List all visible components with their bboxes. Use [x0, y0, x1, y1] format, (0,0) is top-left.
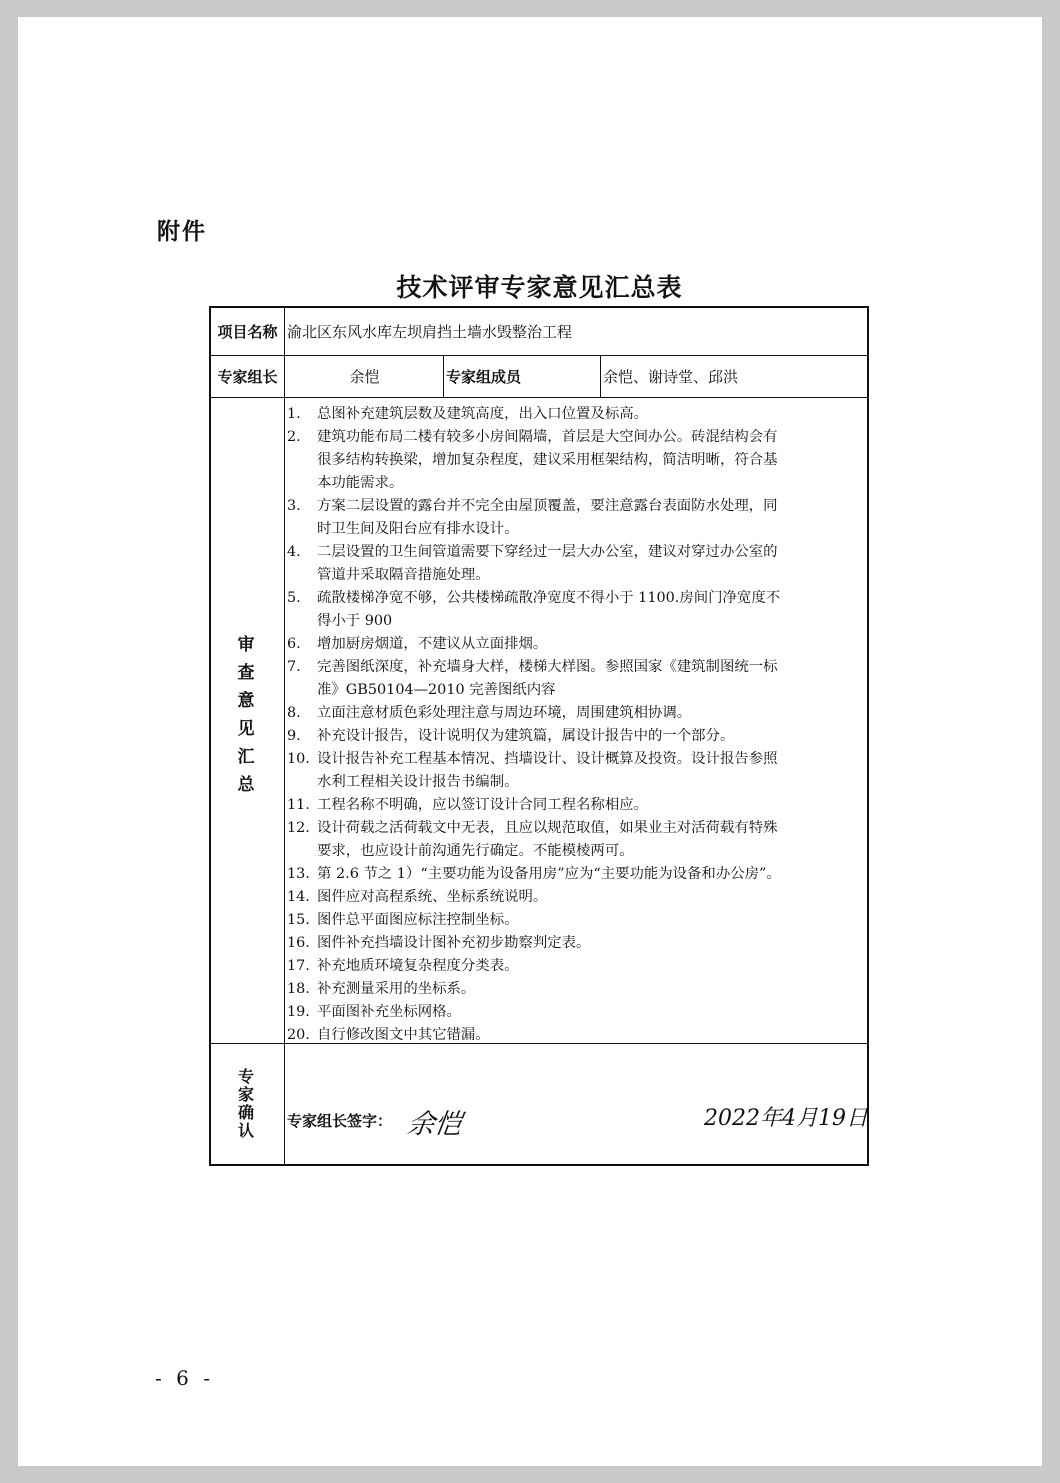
list-item	[285, 978, 869, 1001]
review-label-char: 意	[237, 691, 255, 711]
list-item	[285, 426, 869, 495]
item-text: 第 2.6 节之 1）“主要功能为设备用房”应为“主要功能为设备和办公房”。	[317, 866, 781, 882]
item-number: 20.	[287, 1027, 310, 1043]
confirm-label-char: 专	[237, 1067, 254, 1086]
item-text: 补充地质环境复杂程度分类表。	[317, 958, 519, 974]
review-label-char: 查	[237, 663, 255, 683]
list-item	[285, 909, 869, 932]
item-text: 设计报告补充工程基本情况、挡墙设计、设计概算及投资。设计报告参照	[317, 751, 778, 767]
item-number: 8.	[287, 705, 301, 721]
item-text: 图件应对高程系统、坐标系统说明。	[317, 889, 548, 905]
handwritten-signature: 余恺	[405, 1109, 464, 1140]
signature-date: 2022年4月19日	[704, 1106, 868, 1131]
review-label-char: 汇	[237, 747, 255, 767]
item-text: 得小于 900	[317, 613, 393, 629]
list-item	[285, 863, 869, 886]
list-item	[285, 886, 869, 909]
list-item	[285, 633, 869, 656]
item-text: 二层设置的卫生间管道需要下穿经过一层大办公室，建议对穿过办公室的	[317, 544, 778, 560]
item-text: 平面图补充坐标网格。	[317, 1004, 461, 1020]
project-name-value: 渝北区东风水库左坝肩挡土墙水毁整治工程	[287, 322, 573, 341]
item-number: 12.	[287, 820, 310, 836]
item-text: 时卫生间及阳台应有排水设计。	[317, 521, 519, 537]
item-number: 17.	[287, 958, 310, 974]
review-label-char: 总	[237, 775, 255, 795]
item-number: 16.	[287, 935, 310, 951]
item-number: 14.	[287, 889, 310, 905]
confirm-label-char: 家	[237, 1085, 254, 1104]
list-item	[285, 702, 869, 725]
item-text: 建筑功能布局二楼有较多小房间隔墙，首层是大空间办公。砖混结构会有	[317, 429, 778, 445]
list-item	[285, 656, 869, 702]
item-text: 图件总平面图应标注控制坐标。	[317, 912, 519, 928]
item-text: 本功能需求。	[317, 475, 404, 491]
item-text: 总图补充建筑层数及建筑高度，出入口位置及标高。	[317, 406, 648, 422]
table-rule	[600, 355, 601, 397]
item-text: 水利工程相关设计报告书编制。	[317, 774, 519, 790]
list-item	[285, 403, 869, 426]
expert-confirm-label	[235, 1068, 257, 1140]
list-item	[285, 541, 869, 587]
confirm-label-char: 确	[237, 1103, 254, 1122]
item-text: 补充设计报告，设计说明仅为建筑篇，属设计报告中的一个部分。	[317, 728, 735, 744]
attachment-label: 附件	[157, 219, 207, 245]
item-text: 很多结构转换梁，增加复杂程度，建议采用框架结构，简洁明晰，符合基	[317, 452, 778, 468]
item-number: 13.	[287, 866, 310, 882]
list-item	[285, 932, 869, 955]
item-text: 完善图纸深度，补充墙身大样，楼梯大样图。参照国家《建筑制图统一标	[317, 659, 778, 675]
item-number: 11.	[287, 797, 310, 813]
item-text: 设计荷载之活荷载文中无表，且应以规范取值，如果业主对活荷载有特殊	[317, 820, 778, 836]
item-text: 方案二层设置的露台并不完全由屋顶覆盖，要注意露台表面防水处理，同	[317, 498, 778, 514]
item-text: 疏散楼梯净宽不够，公共楼梯疏散净宽度不得小于 1100.房间门净宽度不	[317, 590, 781, 606]
document-title: 技术评审专家意见汇总表	[396, 273, 683, 302]
review-summary-label	[232, 631, 260, 799]
confirm-label-char: 认	[237, 1121, 254, 1140]
table-rule	[209, 397, 869, 398]
item-text: 要求，也应设计前沟通先行确定。不能模棱两可。	[317, 843, 634, 859]
item-text: 补充测量采用的坐标系。	[317, 981, 476, 997]
item-text: 管道井采取隔音措施处理。	[317, 567, 490, 583]
item-text: 图件补充挡墙设计图补充初步勘察判定表。	[317, 935, 591, 951]
list-item	[285, 587, 869, 633]
item-number: 19.	[287, 1004, 310, 1020]
item-number: 1.	[287, 406, 301, 422]
expert-leader-label: 专家组长	[217, 368, 278, 386]
review-items-list	[285, 403, 869, 1047]
list-item	[285, 817, 869, 863]
item-number: 18.	[287, 981, 310, 997]
item-number: 3.	[287, 498, 301, 514]
item-text: 自行修改图文中其它错漏。	[317, 1027, 490, 1043]
item-text: 立面注意材质色彩处理注意与周边环境，周围建筑相协调。	[317, 705, 692, 721]
expert-members-label: 专家组成员	[446, 368, 522, 386]
page-number: - 6 -	[155, 1366, 214, 1390]
list-item	[285, 955, 869, 978]
item-number: 5.	[287, 590, 301, 606]
item-number: 2.	[287, 429, 301, 445]
item-number: 4.	[287, 544, 301, 560]
item-text: 增加厨房烟道，不建议从立面排烟。	[317, 636, 548, 652]
list-item	[285, 495, 869, 541]
item-number: 10.	[287, 751, 310, 767]
list-item	[285, 794, 869, 817]
review-label-char: 见	[237, 719, 255, 739]
item-number: 9.	[287, 728, 301, 744]
expert-members-value: 余恺、谢诗堂、邱洪	[603, 368, 739, 386]
signature-label: 专家组长签字：	[287, 1112, 393, 1130]
item-number: 7.	[287, 659, 301, 675]
expert-leader-value: 余恺	[349, 368, 380, 386]
project-name-label: 项目名称	[217, 322, 278, 341]
review-label-char: 审	[237, 635, 255, 655]
list-item	[285, 1001, 869, 1024]
item-text: 准》GB50104—2010 完善图纸内容	[317, 682, 556, 698]
item-number: 6.	[287, 636, 301, 652]
list-item	[285, 748, 869, 794]
table-rule	[443, 355, 444, 397]
list-item	[285, 725, 869, 748]
item-text: 工程名称不明确，应以签订设计合同工程名称相应。	[317, 797, 648, 813]
list-item	[285, 1024, 869, 1047]
item-number: 15.	[287, 912, 310, 928]
